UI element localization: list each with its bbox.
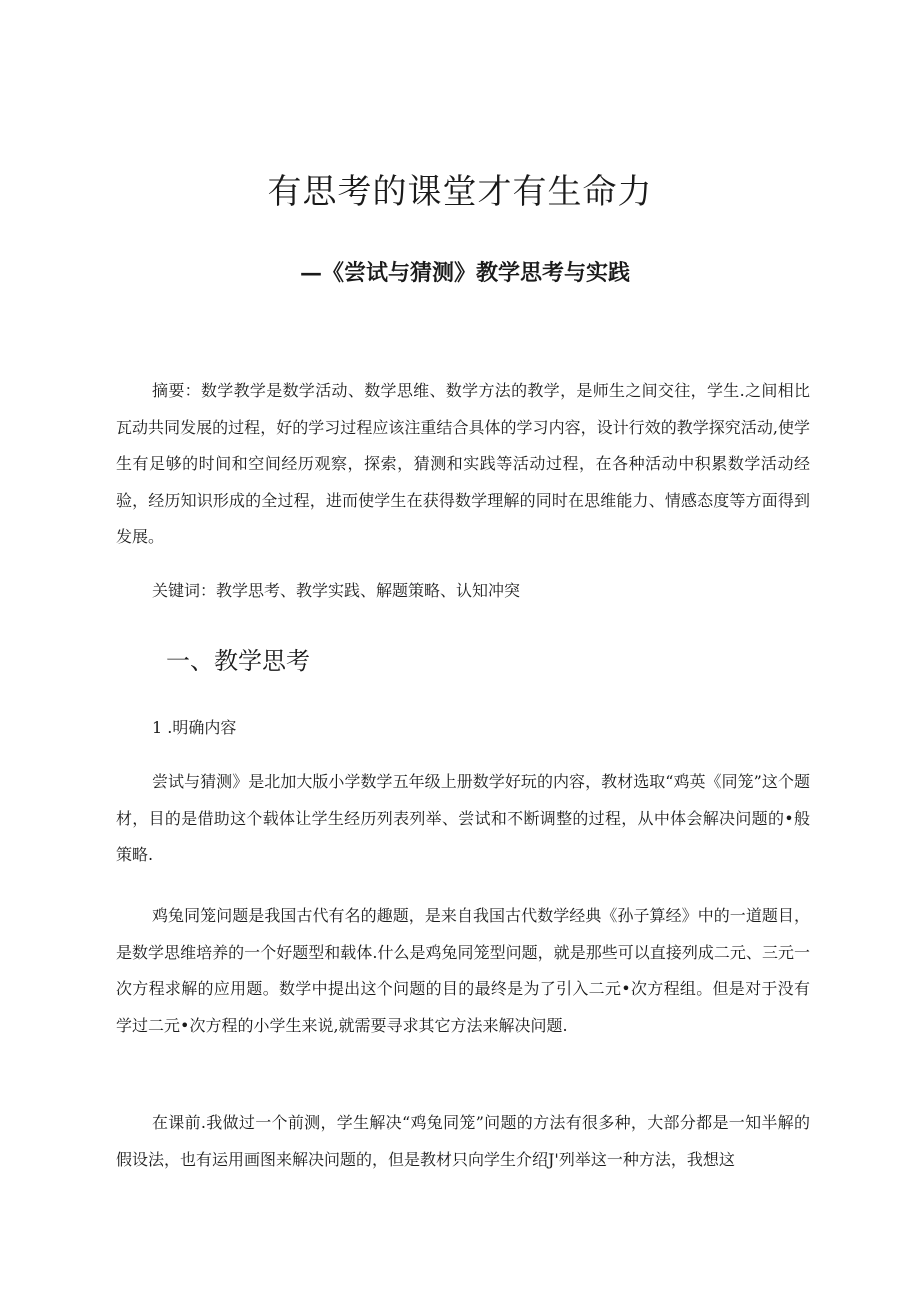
document-subtitle: —《尝试与猜测》教学思考与实践 — [299, 260, 630, 286]
abstract-paragraph: 摘要：数学教学是数学活动、数学思维、数学方法的教学，是师生之间交往，学生.之间相比瓦动共同发展的过程，好的学习过程应该注重结合具体的学习内容，设计行效的教学探究活动,使学生有足够的时间和空间经历观察，探索，猜测和实践等活动过程，在各种活动中积累数学活动经验，经历知识形成的全过程，进而使学生在获得数学理解的同时在思维能力、情感态度等方面得到发展。 — [116, 381, 810, 547]
section-heading-teaching-thoughts: 一、教学思考 — [166, 647, 310, 675]
keywords-line: 关键词：教学思考、教学实践、解题策略、认知冲突 — [152, 581, 521, 600]
body-paragraph-2: 鸡兔同笼问题是我国古代有名的趣题，是来自我国古代数学经典《孙子算经》中的一道题目，是数学思维培养的一个好题型和载体.什么是鸡兔同笼型问题，就是那些可以直接列成二元、三元一次方程求解的应用题。数学中提出这个问题的目的最终是为了引入二元•次方程组。但是对于没有学过二元•次方程的小学生来说,就需要寻求其它方法来解决问题. — [116, 906, 810, 1035]
body-paragraph-3: 在课前.我做过一个前测，学生解决“鸡兔同笼”问题的方法有很多种，大部分都是一知半解的假设法，也有运用画图来解决问题的，但是教材只向学生介绍J'列举这一种方法，我想这 — [116, 1113, 810, 1169]
body-paragraph-1: 尝试与猜测》是北加大版小学数学五年级上册数学好玩的内容，教材选取“鸡英《同笼”这个题材，目的是借助这个载体让学生经历列表列举、尝试和不断调整的过程，从中体会解决问题的•般策略. — [116, 772, 810, 865]
document-title: 有思考的课堂才有生命力 — [267, 172, 653, 212]
subsection-heading-clarify-content: 1 .明确内容 — [152, 718, 237, 737]
